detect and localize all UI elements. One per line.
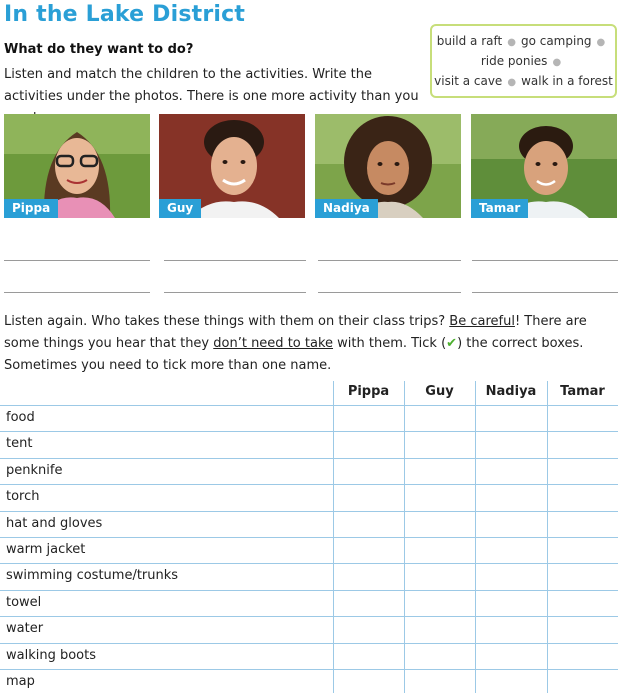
photo-label: Tamar (471, 199, 528, 218)
tick-box[interactable] (405, 406, 475, 431)
row-label: torch (6, 489, 40, 505)
separator-dot-icon: ● (552, 57, 562, 68)
instruction-text: ! There are some things you hear that they (4, 314, 587, 351)
photo-tamar (471, 114, 617, 218)
column-header-nadiya: Nadiya (485, 384, 537, 399)
tick-box[interactable] (548, 564, 618, 589)
tick-box[interactable] (476, 617, 547, 642)
answer-line[interactable] (318, 292, 461, 293)
tick-box[interactable] (548, 485, 618, 510)
tick-box[interactable] (405, 670, 475, 693)
word-box-line (432, 34, 615, 48)
tick-box[interactable] (548, 459, 618, 484)
row-label: penknife (6, 462, 63, 478)
word-box-line (432, 74, 615, 88)
answer-line[interactable] (164, 292, 306, 293)
tick-box[interactable] (334, 564, 404, 589)
activity-word: walk in a forest (521, 74, 613, 88)
row-label: water (6, 621, 44, 637)
tick-box[interactable] (476, 591, 547, 616)
row-label: food (6, 410, 35, 425)
row-label: tent (6, 436, 33, 452)
photo-label: Pippa (4, 199, 58, 218)
tick-icon: ✔ (446, 336, 458, 351)
answer-line[interactable] (4, 260, 150, 261)
row-label: towel (6, 594, 42, 610)
answer-line[interactable] (472, 260, 618, 261)
answer-line[interactable] (4, 292, 150, 293)
activity-word: build a raft (436, 34, 503, 48)
emphasis-text: don’t need to take (213, 336, 334, 351)
tick-box[interactable] (334, 432, 404, 457)
tick-box[interactable] (476, 644, 547, 669)
tick-box[interactable] (334, 459, 404, 484)
tick-box[interactable] (476, 564, 547, 589)
tick-box[interactable] (476, 538, 547, 563)
tick-box[interactable] (405, 591, 475, 616)
tick-box[interactable] (405, 432, 475, 457)
row-label: warm jacket (6, 542, 86, 557)
tick-box[interactable] (334, 644, 404, 669)
photo-pippa (4, 114, 150, 218)
emphasis-text: Be careful (449, 314, 515, 329)
tick-box[interactable] (476, 670, 547, 693)
column-header-tamar: Tamar (560, 384, 605, 399)
word-box-line (432, 54, 615, 68)
tick-box[interactable] (548, 670, 618, 693)
photo-nadiya (315, 114, 461, 218)
tick-box[interactable] (405, 485, 475, 510)
tick-box[interactable] (334, 670, 404, 693)
tick-box[interactable] (334, 485, 404, 510)
tick-box[interactable] (405, 617, 475, 642)
instruction-text: Listen again. Who takes these things with them on their class trips? (4, 314, 450, 329)
tick-box[interactable] (334, 406, 404, 431)
answer-line[interactable] (472, 292, 618, 293)
answer-line[interactable] (164, 260, 306, 261)
tick-table (0, 381, 618, 693)
separator-dot-icon: ● (507, 77, 517, 88)
tick-box[interactable] (476, 432, 547, 457)
instruction-text: with them. Tick ( (333, 336, 447, 351)
column-header-guy: Guy (425, 384, 454, 399)
tick-instructions (4, 311, 604, 377)
tick-box[interactable] (476, 485, 547, 510)
tick-box[interactable] (476, 459, 547, 484)
tick-box[interactable] (405, 512, 475, 537)
tick-box[interactable] (405, 644, 475, 669)
photo-guy (159, 114, 305, 218)
activity-word: visit a cave (434, 74, 503, 88)
photo-label: Guy (159, 199, 201, 218)
tick-box[interactable] (548, 512, 618, 537)
tick-box[interactable] (334, 538, 404, 563)
tick-box[interactable] (334, 512, 404, 537)
activity-word-box (430, 24, 617, 98)
tick-box[interactable] (405, 564, 475, 589)
separator-dot-icon: ● (507, 37, 516, 48)
instructions-text: Listen and match the children to the activities. Write the activities under the photos. There is one more activity than you (4, 67, 419, 104)
section-heading: What do they want to do? (4, 42, 194, 57)
row-label: map (6, 674, 35, 689)
tick-box[interactable] (548, 591, 618, 616)
tick-box[interactable] (548, 406, 618, 431)
activity-word: ride ponies (480, 54, 548, 68)
tick-box[interactable] (548, 644, 618, 669)
tick-box[interactable] (334, 591, 404, 616)
tick-box[interactable] (548, 432, 618, 457)
tick-box[interactable] (405, 459, 475, 484)
page-title: In the Lake District (4, 2, 246, 27)
separator-dot-icon: ● (596, 37, 606, 48)
answer-line[interactable] (318, 260, 461, 261)
tick-box[interactable] (405, 538, 475, 563)
row-label: hat and gloves (6, 515, 103, 531)
row-label: walking boots (6, 647, 97, 663)
activity-word: go camping (520, 34, 592, 48)
tick-box[interactable] (476, 512, 547, 537)
tick-box[interactable] (548, 617, 618, 642)
column-header-pippa: Pippa (347, 384, 390, 399)
row-label: swimming costume/trunks (6, 568, 179, 584)
tick-box[interactable] (476, 406, 547, 431)
tick-box[interactable] (548, 538, 618, 563)
instruction-text: ) the correct boxes. Sometimes you need to tick more than one name. (4, 336, 584, 373)
tick-box[interactable] (334, 617, 404, 642)
photo-label: Nadiya (315, 199, 378, 218)
